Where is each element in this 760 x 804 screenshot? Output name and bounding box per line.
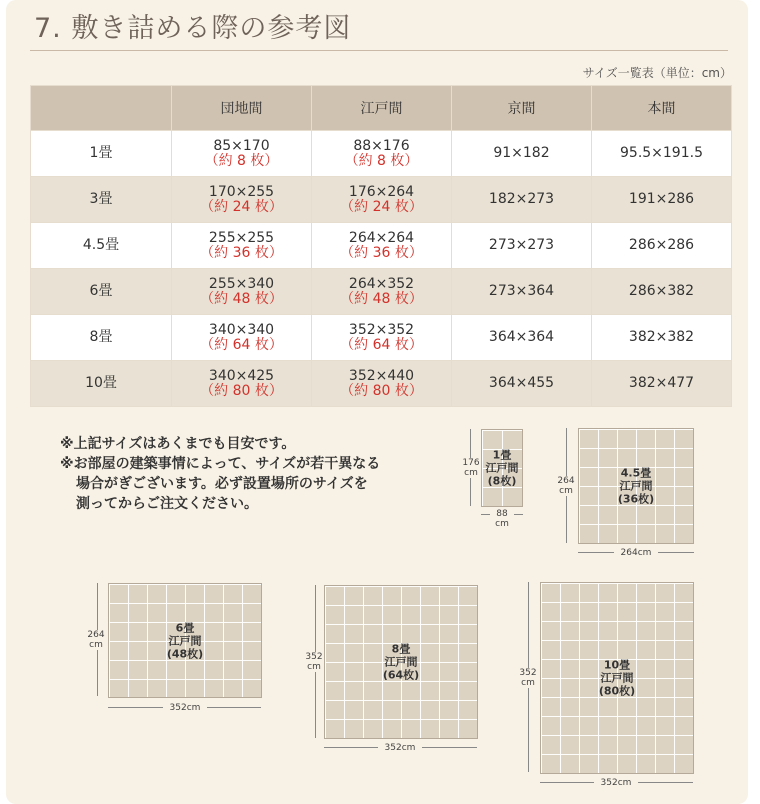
note-line: 場合がぎございます。必ず設置場所のサイズを [76,476,368,492]
mat-count: （約 24 枚） [340,198,423,215]
row-label: 10畳 [31,361,172,407]
mat-grid [578,428,694,544]
size-value: 340×425 [208,367,275,384]
table-cell [312,131,452,177]
table-caption: サイズ一覧表（単位：cm） [582,66,732,80]
table-cell [312,315,452,361]
height-dimension-label: 352 cm [516,668,540,688]
table-cell: 182×273 [452,177,592,223]
width-dimension-label: 88 cm [490,509,514,529]
column-header: 本間 [592,86,732,131]
size-value: 176×264 [348,183,415,200]
table-row [31,315,732,361]
size-table [30,85,732,407]
column-header: 江戸間 [312,86,452,131]
table-row [31,361,732,407]
table-cell [312,223,452,269]
row-label: 3畳 [31,177,172,223]
width-dimension-label: 352cm [378,743,422,753]
table-cell: 364×364 [452,315,592,361]
diagram-label: 1畳 江戸間 (8枚) [485,448,519,488]
table-cell [172,177,312,223]
mat-count: （約 8 枚） [344,152,419,169]
width-dimension-label: 264cm [614,548,658,558]
width-dimension-label: 352cm [163,703,207,713]
note-line: 測ってからご注文ください。 [76,496,258,512]
row-label: 8畳 [31,315,172,361]
diagram-label: 6畳 江戸間 (48枚) [166,621,204,660]
row-label: 1畳 [31,131,172,177]
table-cell: 286×286 [592,223,732,269]
size-value: 85×170 [213,137,270,154]
column-header: 京間 [452,86,592,131]
diagram-label: 8畳 江戸間 (64枚) [382,642,420,682]
mat-grid [540,582,694,774]
size-value: 88×176 [353,137,410,154]
size-value: 340×340 [208,321,275,338]
table-cell: 382×382 [592,315,732,361]
height-dimension-label: 264 cm [84,630,108,650]
table-cell [312,361,452,407]
mat-count: （約 80 枚） [200,382,283,399]
table-cell: 95.5×191.5 [592,131,732,177]
size-value: 352×352 [348,321,415,338]
table-cell: 286×382 [592,269,732,315]
table-cell [172,269,312,315]
table-cell [312,269,452,315]
table-cell: 364×455 [452,361,592,407]
page-title: 7. 敷き詰める際の参考図 [34,13,352,44]
table-cell [172,223,312,269]
mat-count: （約 48 枚） [200,290,283,307]
table-row [31,269,732,315]
row-label: 6畳 [31,269,172,315]
note-line: ※上記サイズはあくまでも目安です。 [60,436,296,452]
size-value: 352×440 [348,367,415,384]
size-value: 264×264 [348,229,415,246]
table-cell [312,177,452,223]
mat-count: （約 36 枚） [340,244,423,261]
mat-grid [324,585,478,739]
table-row [31,131,732,177]
size-value: 264×352 [348,275,415,292]
column-header: 団地間 [172,86,312,131]
table-cell [172,131,312,177]
mat-count: （約 64 枚） [200,336,283,353]
height-dimension-label: 352 cm [302,652,326,672]
table-cell [172,315,312,361]
table-header-row [31,86,732,131]
mat-grid [108,583,262,698]
diagram-label: 10畳 江戸間 (80枚) [598,658,636,698]
size-value: 255×340 [208,275,275,292]
table-cell: 191×286 [592,177,732,223]
diagram-label: 4.5畳 江戸間 (36枚) [617,466,655,506]
row-label: 4.5畳 [31,223,172,269]
table-cell: 382×477 [592,361,732,407]
table-cell: 273×364 [452,269,592,315]
table-cell: 91×182 [452,131,592,177]
size-value: 170×255 [208,183,275,200]
mat-count: （約 8 枚） [204,152,279,169]
mat-count: （約 24 枚） [200,198,283,215]
height-dimension-label: 264 cm [554,476,578,496]
note-line: ※お部屋の建築事情によって、サイズが若干異なる [60,456,381,472]
table-cell [172,361,312,407]
title-divider [30,50,728,51]
mat-count: （約 48 枚） [340,290,423,307]
notes [60,434,380,514]
column-header [31,86,172,131]
table-row [31,177,732,223]
table-cell: 273×273 [452,223,592,269]
mat-grid [481,429,523,507]
table-row [31,223,732,269]
mat-count: （約 80 枚） [340,382,423,399]
mat-count: （約 36 枚） [200,244,283,261]
mat-count: （約 64 枚） [340,336,423,353]
width-dimension-label: 352cm [594,778,638,788]
height-dimension-label: 176 cm [460,458,482,478]
size-value: 255×255 [208,229,275,246]
